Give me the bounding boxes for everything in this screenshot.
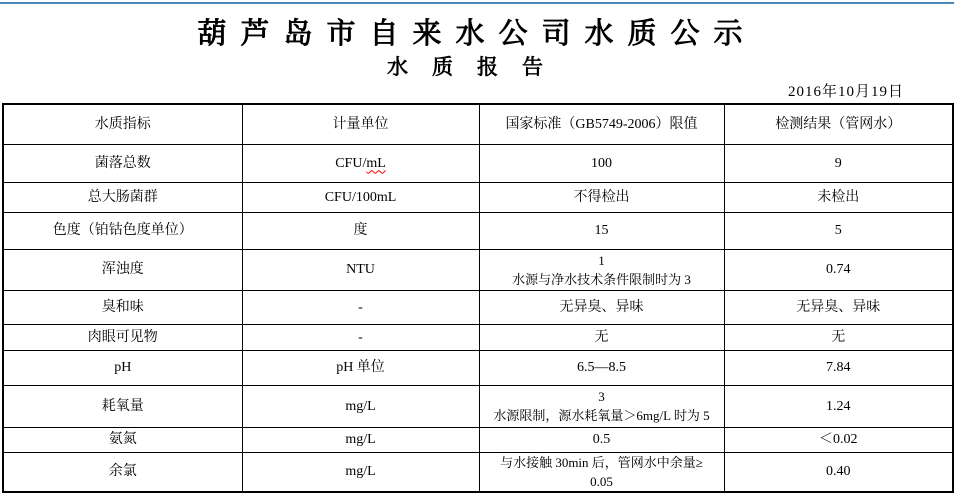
- result-cell: 5: [724, 212, 953, 249]
- indicator-cell: 总大肠菌群: [3, 182, 242, 212]
- page-title: 葫芦岛市自来水公司水质公示: [197, 18, 757, 50]
- misspelling-underline: mL: [366, 155, 386, 171]
- limit-cell: 100: [479, 144, 724, 182]
- limit-cell: 无: [479, 324, 724, 350]
- unit-cell: CFU/mL: [242, 144, 479, 182]
- top-rule: [0, 2, 954, 4]
- indicator-cell: 臭和味: [3, 290, 242, 324]
- result-cell: ＜0.02: [724, 427, 953, 452]
- result-cell: 未检出: [724, 182, 953, 212]
- column-header-limit: 国家标准（GB5749-2006）限值: [479, 104, 724, 144]
- unit-cell: 度: [242, 212, 479, 249]
- unit-cell: -: [242, 324, 479, 350]
- column-header-result: 检测结果（管网水）: [724, 104, 953, 144]
- table-row: [3, 427, 953, 452]
- table-row: [3, 144, 953, 182]
- table-row: [3, 452, 953, 492]
- table-row: [3, 249, 953, 290]
- limit-line-2: 水源与净水技术条件限制时为 3: [512, 271, 691, 287]
- limit-line-1: 1: [598, 252, 605, 268]
- limit-cell: 0.5: [479, 427, 724, 452]
- water-quality-table: [2, 103, 954, 493]
- result-cell: 0.74: [724, 249, 953, 290]
- table-header-row: [3, 104, 953, 144]
- result-cell: 无异臭、异味: [724, 290, 953, 324]
- result-cell: 9: [724, 144, 953, 182]
- limit-cell: 不得检出: [479, 182, 724, 212]
- unit-cell: mg/L: [242, 427, 479, 452]
- table-row: [3, 290, 953, 324]
- table-row: [3, 212, 953, 249]
- unit-cell: pH 单位: [242, 350, 479, 385]
- unit-cell: NTU: [242, 249, 479, 290]
- indicator-cell: 肉眼可见物: [3, 324, 242, 350]
- result-cell: 7.84: [724, 350, 953, 385]
- result-cell: 0.40: [724, 452, 953, 492]
- indicator-cell: 色度（铂钴色度单位）: [3, 212, 242, 249]
- page-subtitle: 水质报告: [387, 55, 567, 79]
- limit-cell: 无异臭、异味: [479, 290, 724, 324]
- limit-cell: [479, 249, 724, 290]
- limit-cell: 15: [479, 212, 724, 249]
- water-quality-table-body: [3, 104, 953, 492]
- table-row: [3, 182, 953, 212]
- unit-cell: CFU/100mL: [242, 182, 479, 212]
- column-header-unit: 计量单位: [242, 104, 479, 144]
- indicator-cell: pH: [3, 350, 242, 385]
- unit-cell: mg/L: [242, 452, 479, 492]
- indicator-cell: 耗氧量: [3, 385, 242, 427]
- limit-cell: 6.5—8.5: [479, 350, 724, 385]
- result-cell: 1.24: [724, 385, 953, 427]
- indicator-cell: 余氯: [3, 452, 242, 492]
- result-cell: 无: [724, 324, 953, 350]
- limit-line-1: 3: [598, 389, 605, 404]
- table-row: [3, 385, 953, 427]
- table-row: [3, 324, 953, 350]
- limit-cell: [479, 385, 724, 427]
- indicator-cell: 浑浊度: [3, 249, 242, 290]
- indicator-cell: 菌落总数: [3, 144, 242, 182]
- report-date: 2016年10月19日: [787, 84, 904, 100]
- limit-line-2: 水源限制，源水耗氧量＞6mg/L 时为 5: [493, 408, 710, 423]
- limit-line-2: 0.05: [590, 473, 613, 489]
- column-header-indicator: 水质指标: [3, 104, 242, 144]
- unit-cell: mg/L: [242, 385, 479, 427]
- limit-cell: [479, 452, 724, 492]
- unit-cell: -: [242, 290, 479, 324]
- table-row: [3, 350, 953, 385]
- limit-line-1: 与水接触 30min 后，管网水中余量≥: [500, 454, 703, 470]
- indicator-cell: 氨氮: [3, 427, 242, 452]
